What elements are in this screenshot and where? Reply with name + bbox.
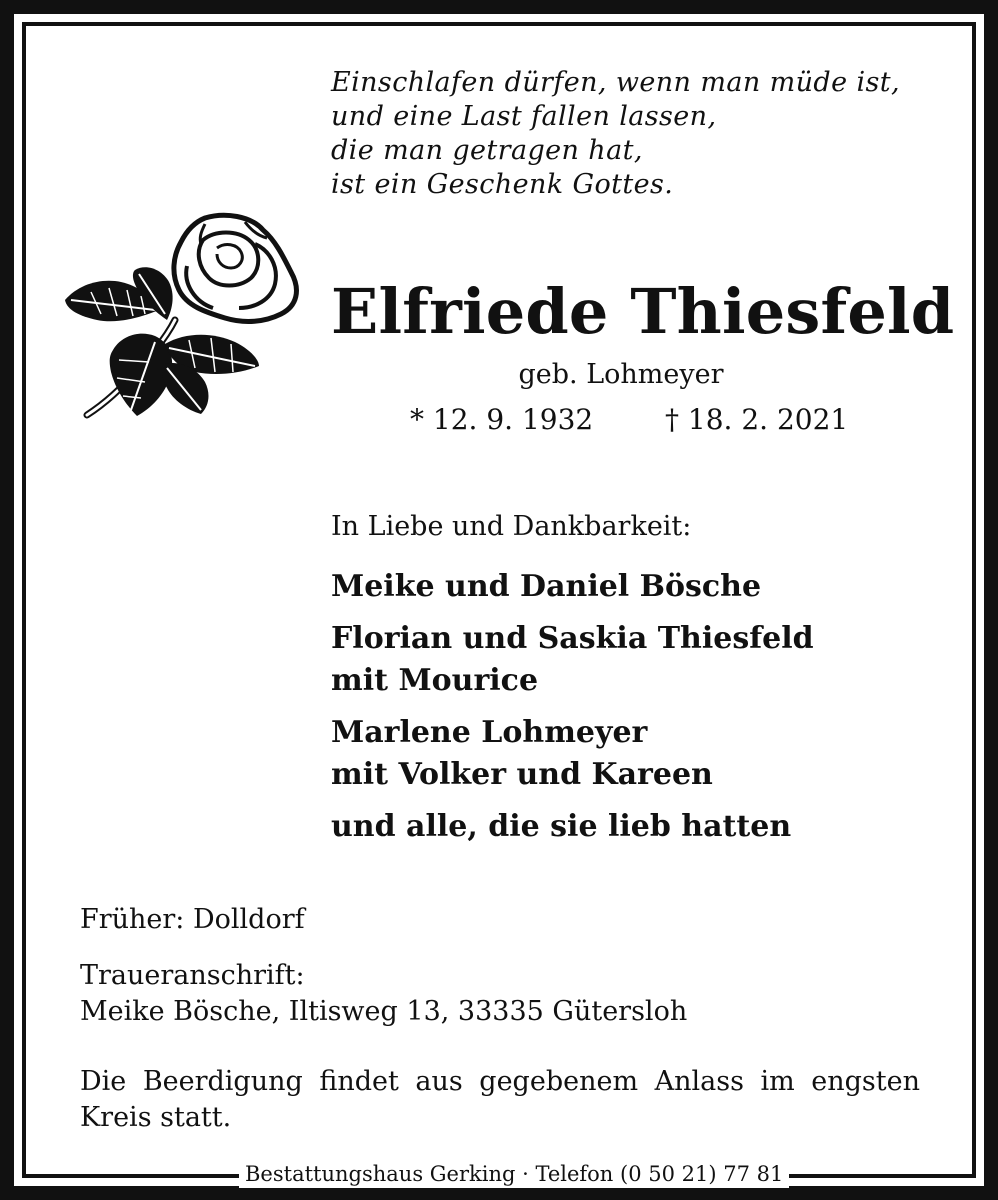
footer-text: Bestattungshaus Gerking · Telefon (0 50 21) 77 81 — [239, 1160, 789, 1188]
funeral-note: Die Beerdigung findet aus gegebenem Anlass im engsten Kreis statt. — [80, 1066, 920, 1133]
mourner-group — [331, 618, 951, 702]
footer-rule-right — [796, 1174, 858, 1177]
mourner-line: Marlene Lohmeyer — [331, 715, 648, 750]
mourner-line: mit Volker und Kareen — [331, 757, 713, 792]
mourner-group — [331, 566, 951, 608]
death-date: † 18. 2. 2021 — [665, 403, 849, 436]
mourning-address — [80, 958, 930, 1030]
mourner-line: Florian und Saskia Thiesfeld — [331, 621, 814, 656]
mourners-list — [331, 566, 951, 858]
address-label: Traueranschrift: — [80, 960, 305, 991]
poem-line: Einschlafen dürfen, wenn man müde ist, — [331, 67, 900, 98]
rose-icon — [55, 210, 305, 430]
poem-line: und eine Last fallen lassen, — [331, 101, 717, 132]
poem-line: die man getragen hat, — [331, 135, 643, 166]
gratitude-line: In Liebe und Dankbarkeit: — [331, 511, 692, 542]
mourner-group — [331, 806, 951, 848]
mourner-line: und alle, die sie lieb hatten — [331, 809, 792, 844]
address-line: Meike Bösche, Iltisweg 13, 33335 Gütersloh — [80, 996, 688, 1027]
birth-date: * 12. 9. 1932 — [410, 403, 594, 436]
footer-rule-left — [182, 1174, 232, 1177]
former-residence: Früher: Dolldorf — [80, 904, 305, 935]
deceased-name: Elfriede Thiesfeld — [331, 275, 955, 348]
maiden-name: geb. Lohmeyer — [518, 359, 724, 390]
mourner-line: Meike und Daniel Bösche — [331, 569, 762, 604]
mourner-group — [331, 712, 951, 796]
footer — [26, 1160, 972, 1190]
mourner-line: mit Mourice — [331, 663, 539, 698]
poem-line: ist ein Geschenk Gottes. — [331, 169, 674, 200]
poem — [331, 66, 951, 202]
